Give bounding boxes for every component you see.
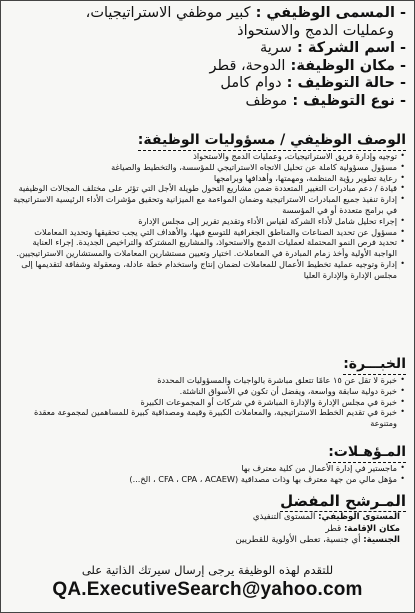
residence-value: قطر [325,523,342,534]
location-key: - مكان الوظيفة: [290,57,406,74]
experience-section [9,353,406,429]
list-item: • خبرة في مجلس الإدارة والإدارة المباشرة في شركات أو المجموعات الكبيرة [9,397,406,408]
company-line [9,40,406,58]
qualifications-title: المـؤهـلات: [328,444,406,463]
experience-list [9,375,406,429]
employment-type-value: موظف [245,92,288,109]
job-info-header [9,5,406,110]
list-item: • توجيه وإدارة فريق الاستراتيجيات، وعمليات الدمج والاستحواذ [9,151,406,162]
residence-key: مكان الإقامة: [343,523,400,534]
company-key: - اسم الشركة : [297,40,406,56]
list-item: • إدارة تنفيذ جميع المبادرات الاستراتيجية وضمان المواءمة مع الميزانية وتحقيق مؤشرات الأداء الرئيسية الاستراتيجية في برامج متعددة أو في المؤسسة [9,194,406,216]
list-item: • ماجستير في إدارة الأعمال من كلية معترف بها [9,463,406,474]
list-item: • مؤهل مالي من جهة معترف بها وذات مصداقية (CFA ، CPA ، ACAEW ، الخ...) [9,474,406,485]
location-line [9,58,406,76]
nationality-line [9,535,406,547]
employment-status-key: - حالة التوظيف : [286,75,406,91]
job-title-line [9,5,406,23]
job-level-key: المستوى الوظيفي: [318,512,400,522]
nationality-value: أي جنسية، تعطى الأولوية للقطريين [235,535,361,545]
preferred-candidate-section [9,491,406,547]
job-title-line-2 [9,23,406,41]
employment-status-line [9,75,406,93]
job-title-value-2: وعمليات الدمج والاستحواذ [237,22,394,39]
list-item: • تحديد فرص النمو المحتملة لعمليات الدمج والاستحواذ، والمشاريع المشتركة والتراخيص الجديدة. إجراء العناية الواجبة الأولية وأخذ زمام المبادرة في المعاملات. اختيار وتعيين مستشارين المعاملات والمستشارين الاستراتيجيين. [9,237,406,259]
list-item: • قيادة / دعم مبادرات التغيير المتعددة ضمن مشاريع التحول طويلة الأجل التي تؤثر على مختلف المجالات الوظيفية [9,183,406,194]
list-item: • مسؤول مسؤولية كاملة عن تحليل الاتجاه الاستراتيجي للمؤسسة، والتخطيط والصياغة [9,162,406,173]
nationality-key: الجنسية: [363,535,400,545]
list-item: • خبرة دولية سابقة وواسعة، ويفضل أن تكون في الأسواق الناشئة. [9,386,406,397]
qualifications-section [9,441,406,485]
employment-type-key: - نوع التوظيف : [292,92,406,109]
employment-type-line [9,93,406,111]
list-item: • مسؤول عن تحديد الصناعات والمناطق الجغرافية للتوسع فيها، والأهداف التي يجب تحقيقها وتحديد المعاملات [9,227,406,238]
list-item: • إدارة وتوجيه عملية تخطيط الأعمال للمعاملات لضمان إنتاج واستخدام خطة عادلة، ومعقولة وشفافة لتقديمها إلى مجلس الإدارة والإدارة العليا [9,259,406,281]
job-title-value: كبير موظفي الاستراتيجيات، [85,5,251,21]
qualifications-list [9,463,406,485]
residence-line [9,524,406,536]
location-value: الدوحة، قطر [209,57,286,74]
list-item: • رعاية تطوير رؤية المنظمة، ومهمتها، وأهدافها وبرامجها [9,173,406,184]
apply-instruction: للتقدم لهذه الوظيفة يرجى إرسال سيرتك الذاتية على [81,563,334,577]
job-description-list [9,151,406,281]
job-description-title: الوصف الوظيفي / مسؤوليات الوظيفة: [138,132,406,151]
preferred-candidate-title: المـرشح المفضل [280,492,406,510]
job-title-key: - المسمى الوظيفي : [255,5,406,21]
contact-email[interactable]: QA.ExecutiveSearch@yahoo.com [52,579,363,600]
company-value: سرية [259,40,292,56]
list-item: • إجراء تحليل شامل لأداء الشركة لقياس الأداء وتقديم تقرير إلى مجلس الإدارة [9,216,406,227]
employment-status-value: دوام كامل [220,75,282,91]
job-description-section [9,129,406,281]
list-item: • خبرة لا تقل عن ١٥ عامًا تتعلق مباشرة بالواجبات والمسؤوليات المحددة [9,375,406,386]
job-level-line [9,512,406,524]
experience-title: الخبـــرة: [343,356,406,375]
list-item: • خبرة في تقديم الخطط الاستراتيجية، والمعاملات الكبيرة وقيمة ومصداقية كبيرة للمساهمين لمجموعة معقدة ومتنوعة [9,407,406,429]
job-level-value: المستوى التنفيذي [252,512,316,522]
